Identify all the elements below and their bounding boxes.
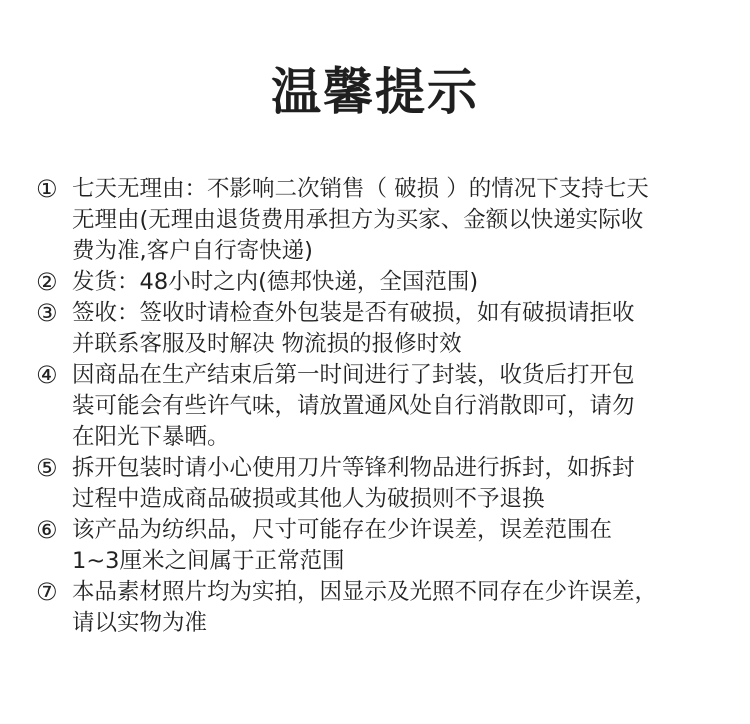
notice-item-photo-color — [36, 577, 726, 639]
notice-item-odor — [36, 360, 726, 453]
item-number: ⑦ — [36, 578, 58, 606]
item-line: 装可能会有些许气味，请放置通风处自行消散即可，请勿 — [72, 393, 635, 419]
item-number: ③ — [36, 299, 58, 327]
item-line: 无理由(无理由退货费用承担方为买家、金额以快递实际收 — [72, 207, 644, 233]
item-number: ⑥ — [36, 516, 58, 544]
item-number: ④ — [36, 361, 58, 389]
notice-item-shipping — [36, 267, 726, 298]
item-line: 拆开包装时请小心使用刀片等锋利物品进行拆封，如拆封 — [72, 455, 635, 481]
page-title: 温馨提示 — [271, 63, 479, 121]
item-line: 七天无理由：不影响二次销售（ 破损 ）的情况下支持七天 — [72, 176, 649, 202]
notice-item-unpacking — [36, 453, 726, 515]
item-line: 请以实物为准 — [72, 610, 208, 636]
item-text — [72, 577, 726, 639]
item-line: 发货：48小时之内(德邦快递，全国范围) — [72, 269, 479, 295]
item-line: 1~3厘米之间属于正常范围 — [72, 548, 345, 574]
item-line: 并联系客服及时解决 物流损的报修时效 — [72, 331, 462, 357]
item-text — [72, 298, 726, 360]
item-number: ② — [36, 268, 58, 296]
item-line: 因商品在生产结束后第一时间进行了封装，收货后打开包 — [72, 362, 635, 388]
item-line: 费为准,客户自行寄快递) — [72, 238, 313, 264]
item-line: 在阳光下暴晒。 — [72, 424, 230, 450]
item-text — [72, 453, 726, 515]
notice-item-return-policy — [36, 174, 726, 267]
item-number: ⑤ — [36, 454, 58, 482]
notice-item-size-tolerance — [36, 515, 726, 577]
item-line: 签收：签收时请检查外包装是否有破损，如有破损请拒收 — [72, 300, 635, 326]
item-text — [72, 515, 726, 577]
notice-item-signing — [36, 298, 726, 360]
item-line: 本品素材照片均为实拍，因显示及光照不同存在少许误差， — [72, 579, 658, 605]
item-line: 该产品为纺织品，尺寸可能存在少许误差，误差范围在 — [72, 517, 613, 543]
item-line: 过程中造成商品破损或其他人为破损则不予退换 — [72, 486, 545, 512]
notice-list — [36, 174, 726, 639]
item-text — [72, 360, 726, 453]
item-text — [72, 267, 726, 298]
item-number: ① — [36, 175, 58, 203]
item-text — [72, 174, 726, 267]
